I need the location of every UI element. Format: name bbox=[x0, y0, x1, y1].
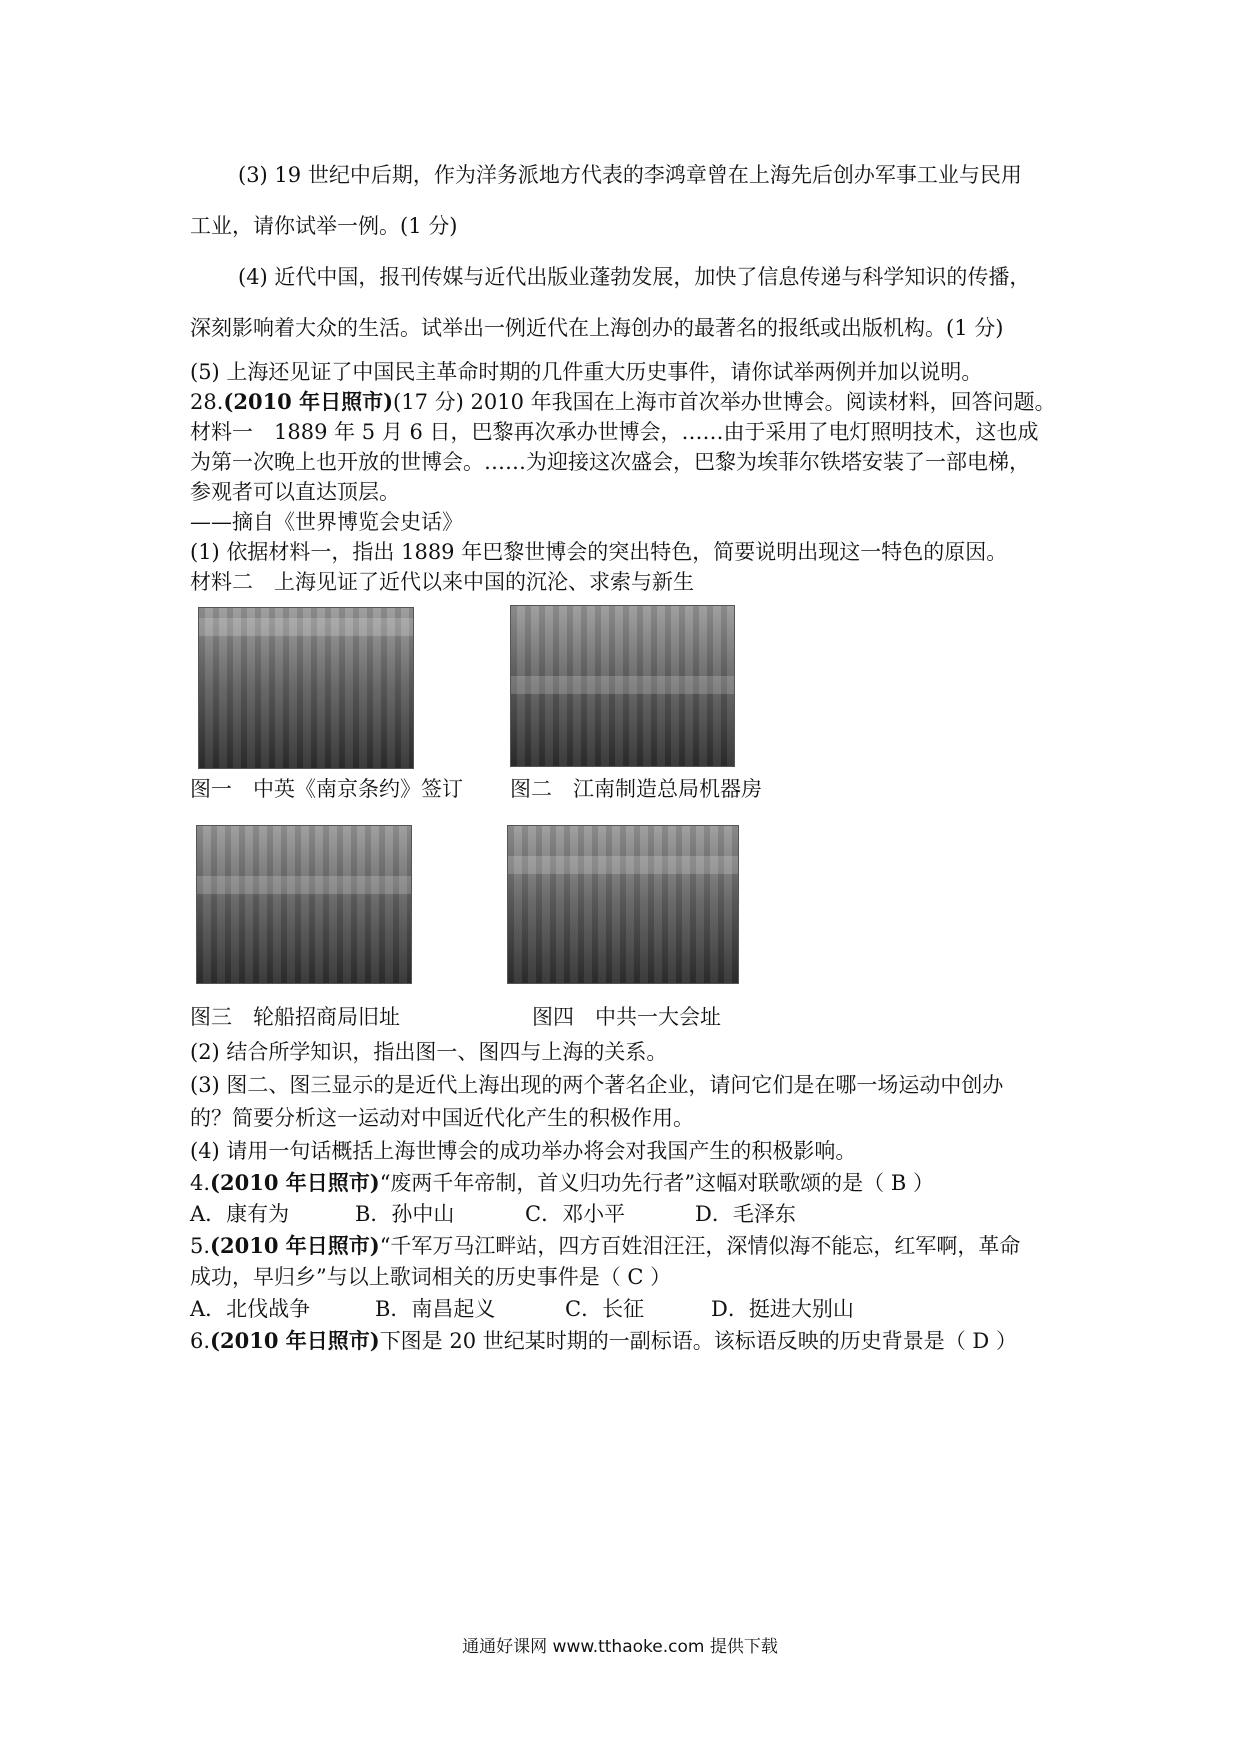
subquestion-2: (2) 结合所学知识，指出图一、图四与上海的关系。 bbox=[190, 1040, 668, 1064]
material-2-heading: 材料二 上海见证了近代以来中国的沉沦、求索与新生 bbox=[190, 570, 694, 594]
q5-choice-number: 5. bbox=[190, 1234, 211, 1258]
q4-options bbox=[190, 1199, 1070, 1229]
caption-figure-2: 图二 江南制造总局机器房 bbox=[510, 777, 762, 801]
q3-line-2: 工业，请你试举一例。(1 分) bbox=[190, 214, 458, 238]
q5-line: (5) 上海还见证了中国民主革命时期的几件重大历史事件，请你试举两例并加以说明。 bbox=[190, 360, 983, 384]
q28-text: (17 分) 2010 年我国在上海市首次举办世博会。阅读材料，回答问题。 bbox=[393, 390, 1056, 414]
q4-line-1: (4) 近代中国，报刊传媒与近代出版业蓬勃发展，加快了信息传递与科学知识的传播， bbox=[238, 265, 1031, 289]
q4-choice-line bbox=[190, 1168, 1070, 1198]
caption-figure-3: 图三 轮船招商局旧址 bbox=[190, 1005, 400, 1029]
q5-options bbox=[190, 1294, 1070, 1324]
subquestion-1: (1) 依据材料一，指出 1889 年巴黎世博会的突出特色，简要说明出现这一特色的原因。 bbox=[190, 540, 1008, 564]
subquestion-3-line-1: (3) 图二、图三显示的是近代上海出现的两个著名企业，请问它们是在哪一场运动中创办 bbox=[190, 1073, 1004, 1097]
material-1-line-3: 参观者可以直达顶层。 bbox=[190, 480, 400, 504]
photo-jiangnan-arsenal-machine-room bbox=[510, 605, 735, 767]
q4-choice-source: (2010 年日照市) bbox=[210, 1170, 380, 1195]
q5-option-d: D．挺进大别山 bbox=[711, 1297, 854, 1321]
q5-choice-text: “千军万马江畔站，四方百姓泪汪汪，深情似海不能忘，红军啊，革命 bbox=[379, 1234, 1021, 1258]
q4-option-b: B．孙中山 bbox=[355, 1202, 455, 1226]
q28-number: 28. bbox=[190, 390, 224, 414]
q4-option-d: D．毛泽东 bbox=[695, 1202, 796, 1226]
q4-choice-number: 4. bbox=[190, 1171, 211, 1195]
q5-choice-line-1 bbox=[190, 1231, 1070, 1261]
q6-choice-source: (2010 年日照市) bbox=[210, 1328, 380, 1353]
photo-nanjing-treaty-signing bbox=[198, 607, 414, 769]
q4-choice-text: “废两千年帝制，首义归功先行者”这幅对联歌颂的是（ B ） bbox=[379, 1171, 934, 1195]
caption-figure-1: 图一 中英《南京条约》签订 bbox=[190, 777, 463, 801]
q3-line-1: (3) 19 世纪中后期，作为洋务派地方代表的李鸿章曾在上海先后创办军事工业与民用 bbox=[238, 163, 1022, 187]
q6-choice-number: 6. bbox=[190, 1329, 211, 1353]
q6-choice-line bbox=[190, 1326, 1070, 1356]
material-1-source: ——摘自《世界博览会史话》 bbox=[190, 510, 463, 534]
q28-line bbox=[190, 387, 1070, 417]
q5-choice-source: (2010 年日照市) bbox=[210, 1233, 380, 1258]
q5-option-b: B．南昌起义 bbox=[375, 1297, 496, 1321]
q6-choice-text: 下图是 20 世纪某时期的一副标语。该标语反映的历史背景是（ D ） bbox=[379, 1329, 1017, 1353]
caption-figure-4: 图四 中共一大会址 bbox=[532, 1005, 721, 1029]
q5-choice-line-2: 成功，早归乡”与以上歌词相关的历史事件是（ C ） bbox=[190, 1265, 672, 1289]
subquestion-3-line-2: 的？简要分析这一运动对中国近代化产生的积极作用。 bbox=[190, 1106, 694, 1130]
photo-china-merchants-steam-navigation-site bbox=[196, 825, 412, 984]
q4-option-c: C．邓小平 bbox=[525, 1202, 626, 1226]
subquestion-4: (4) 请用一句话概括上海世博会的成功举办将会对我国产生的积极影响。 bbox=[190, 1139, 857, 1163]
material-1-line-2: 为第一次晚上也开放的世博会。……为迎接这次盛会，巴黎为埃菲尔铁塔安装了一部电梯， bbox=[190, 450, 1030, 474]
material-1-line-1: 材料一 1889 年 5 月 6 日，巴黎再次承办世博会，……由于采用了电灯照明技术，这也成 bbox=[190, 420, 1039, 444]
q5-option-a: A．北伐战争 bbox=[190, 1297, 311, 1321]
q4-line-2: 深刻影响着大众的生活。试举出一例近代在上海创办的最著名的报纸或出版机构。(1 分) bbox=[190, 316, 1004, 340]
q28-source: (2010 年日照市) bbox=[223, 389, 394, 414]
q4-option-a: A．康有为 bbox=[190, 1202, 290, 1226]
q5-option-c: C．长征 bbox=[565, 1297, 645, 1321]
photo-cpc-first-congress-site bbox=[507, 825, 739, 984]
page-footer: 通通好课网 www.tthaoke.com 提供下载 bbox=[462, 1637, 778, 1657]
